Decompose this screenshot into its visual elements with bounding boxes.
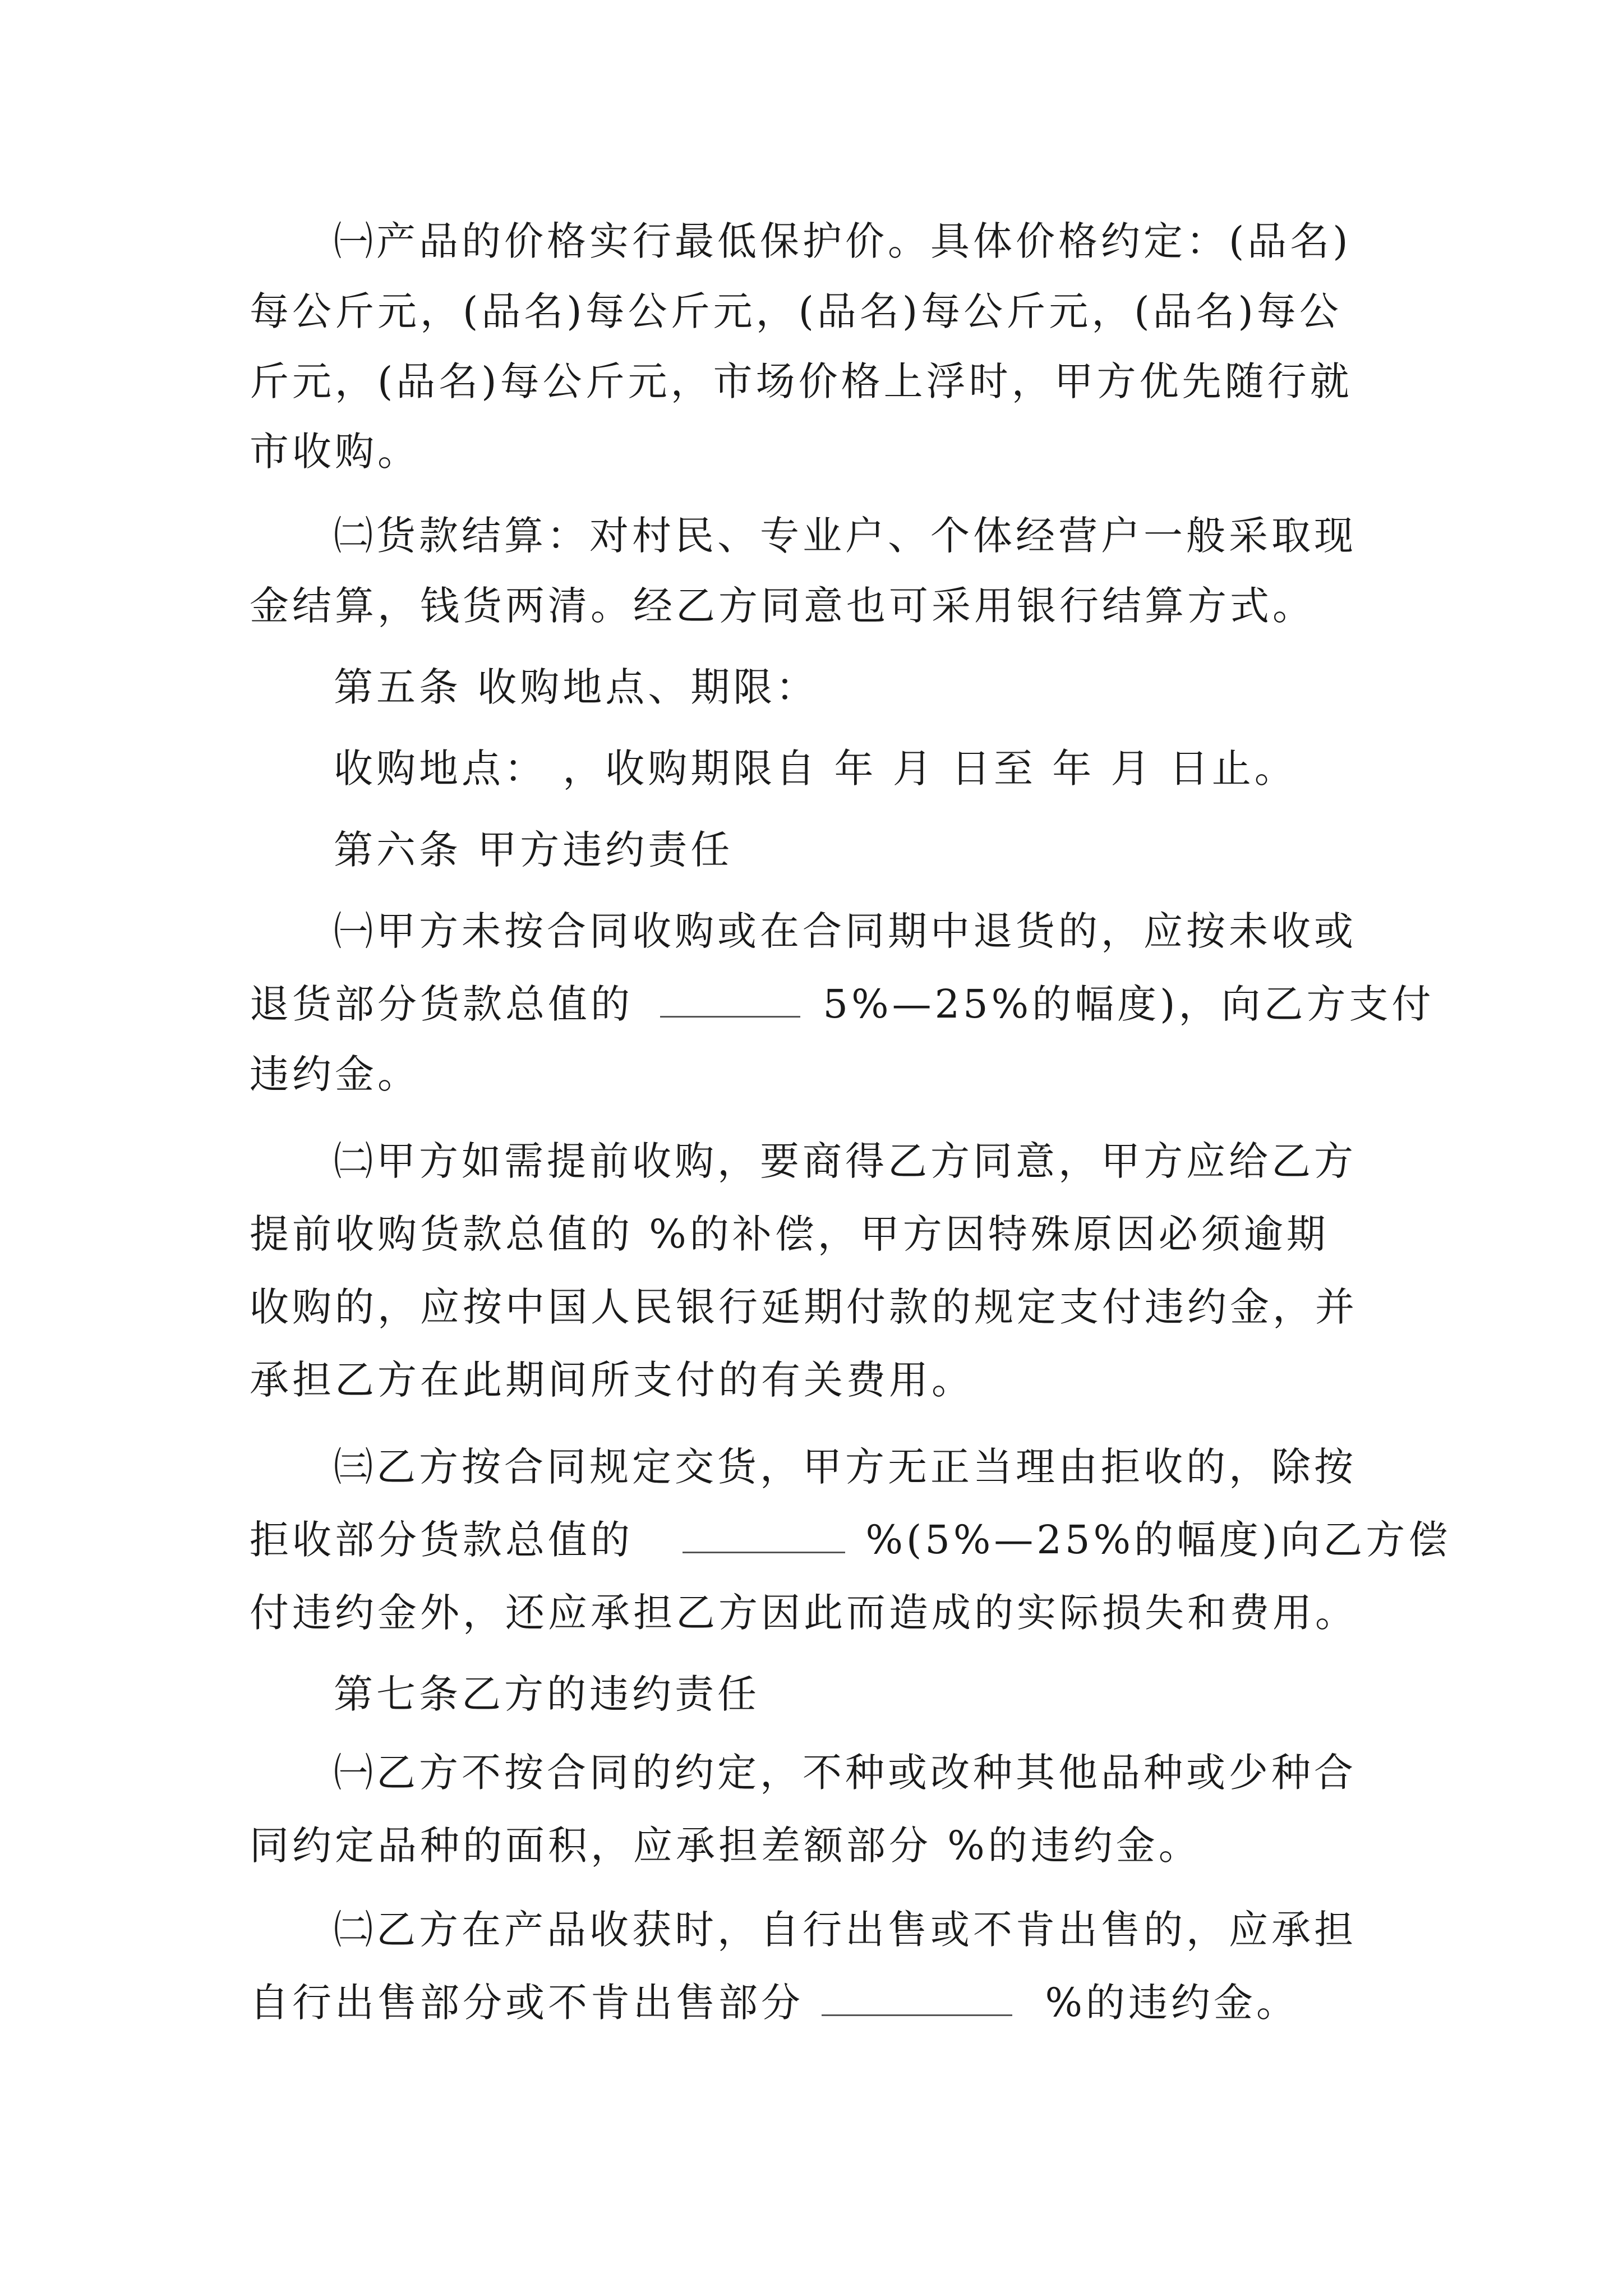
article-7-heading: 第七条乙方的违约责任	[334, 1671, 760, 1717]
fill-in-blank	[683, 1517, 845, 1553]
p5-line-4: 承担乙方在此期间所支付的有关费用。	[250, 1357, 974, 1403]
p2-line-2: 金结算，钱货两清。经乙方同意也可采用银行结算方式。	[250, 583, 1315, 629]
p3-line-1: 收购地点： ，收购期限自 年 月 日至 年 月 日止。	[334, 746, 1297, 792]
p5-line-1: ㈡甲方如需提前收购，要商得乙方同意，甲方应给乙方	[334, 1138, 1357, 1184]
article-5-heading: 第五条 收购地点、期限：	[334, 664, 819, 710]
p1-line-3: 斤元，(品名)每公斤元，市场价格上浮时，甲方优先随行就	[250, 358, 1353, 404]
p5-line-3: 收购的，应按中国人民银行延期付款的规定支付违约金，并	[250, 1284, 1358, 1330]
p6-line-2	[0, 1512, 1623, 1568]
p4-line-2-text: 退货部分货款总值的	[250, 981, 633, 1027]
p7-line-1: ㈠乙方不按合同的约定，不种或改种其他品种或少种合	[334, 1750, 1357, 1796]
fill-in-blank	[822, 1980, 1012, 2016]
p7-line-2: 同约定品种的面积，应承担差额部分 %的违约金。	[250, 1823, 1201, 1869]
p8-line-2	[0, 1975, 1623, 2031]
p1-line-4: 市收购。	[250, 429, 420, 475]
p4-line-2-tail: 5%—25%的幅度)，向乙方支付	[823, 981, 1435, 1027]
p2-line-1: ㈡货款结算：对村民、专业户、个体经营户一般采取现	[334, 513, 1357, 559]
p4-line-1: ㈠甲方未按合同收购或在合同期中退货的，应按未收或	[334, 908, 1357, 954]
p5-line-2: 提前收购货款总值的 %的补偿，甲方因特殊原因必须逾期	[250, 1211, 1329, 1257]
p1-line-1: ㈠产品的价格实行最低保护价。具体价格约定：(品名)	[334, 218, 1352, 264]
p6-line-2-tail: %(5%—25%的幅度)向乙方偿	[865, 1517, 1451, 1563]
p4-line-2	[0, 976, 1623, 1032]
p6-line-3: 付违约金外，还应承担乙方因此而造成的实际损失和费用。	[250, 1590, 1358, 1636]
p4-line-3: 违约金。	[250, 1051, 420, 1097]
p8-line-2-tail: %的违约金。	[1045, 1980, 1299, 2026]
p1-line-2: 每公斤元，(品名)每公斤元，(品名)每公斤元，(品名)每公	[250, 288, 1342, 334]
p6-line-2-text: 拒收部分货款总值的	[250, 1517, 633, 1563]
fill-in-blank	[660, 981, 800, 1018]
p6-line-1: ㈢乙方按合同规定交货，甲方无正当理由拒收的，除按	[334, 1444, 1357, 1490]
p8-line-1: ㈡乙方在产品收获时，自行出售或不肯出售的，应承担	[334, 1907, 1357, 1953]
article-6-heading: 第六条 甲方违约责任	[334, 827, 734, 873]
p8-line-2-text: 自行出售部分或不肯出售部分	[250, 1980, 804, 2026]
